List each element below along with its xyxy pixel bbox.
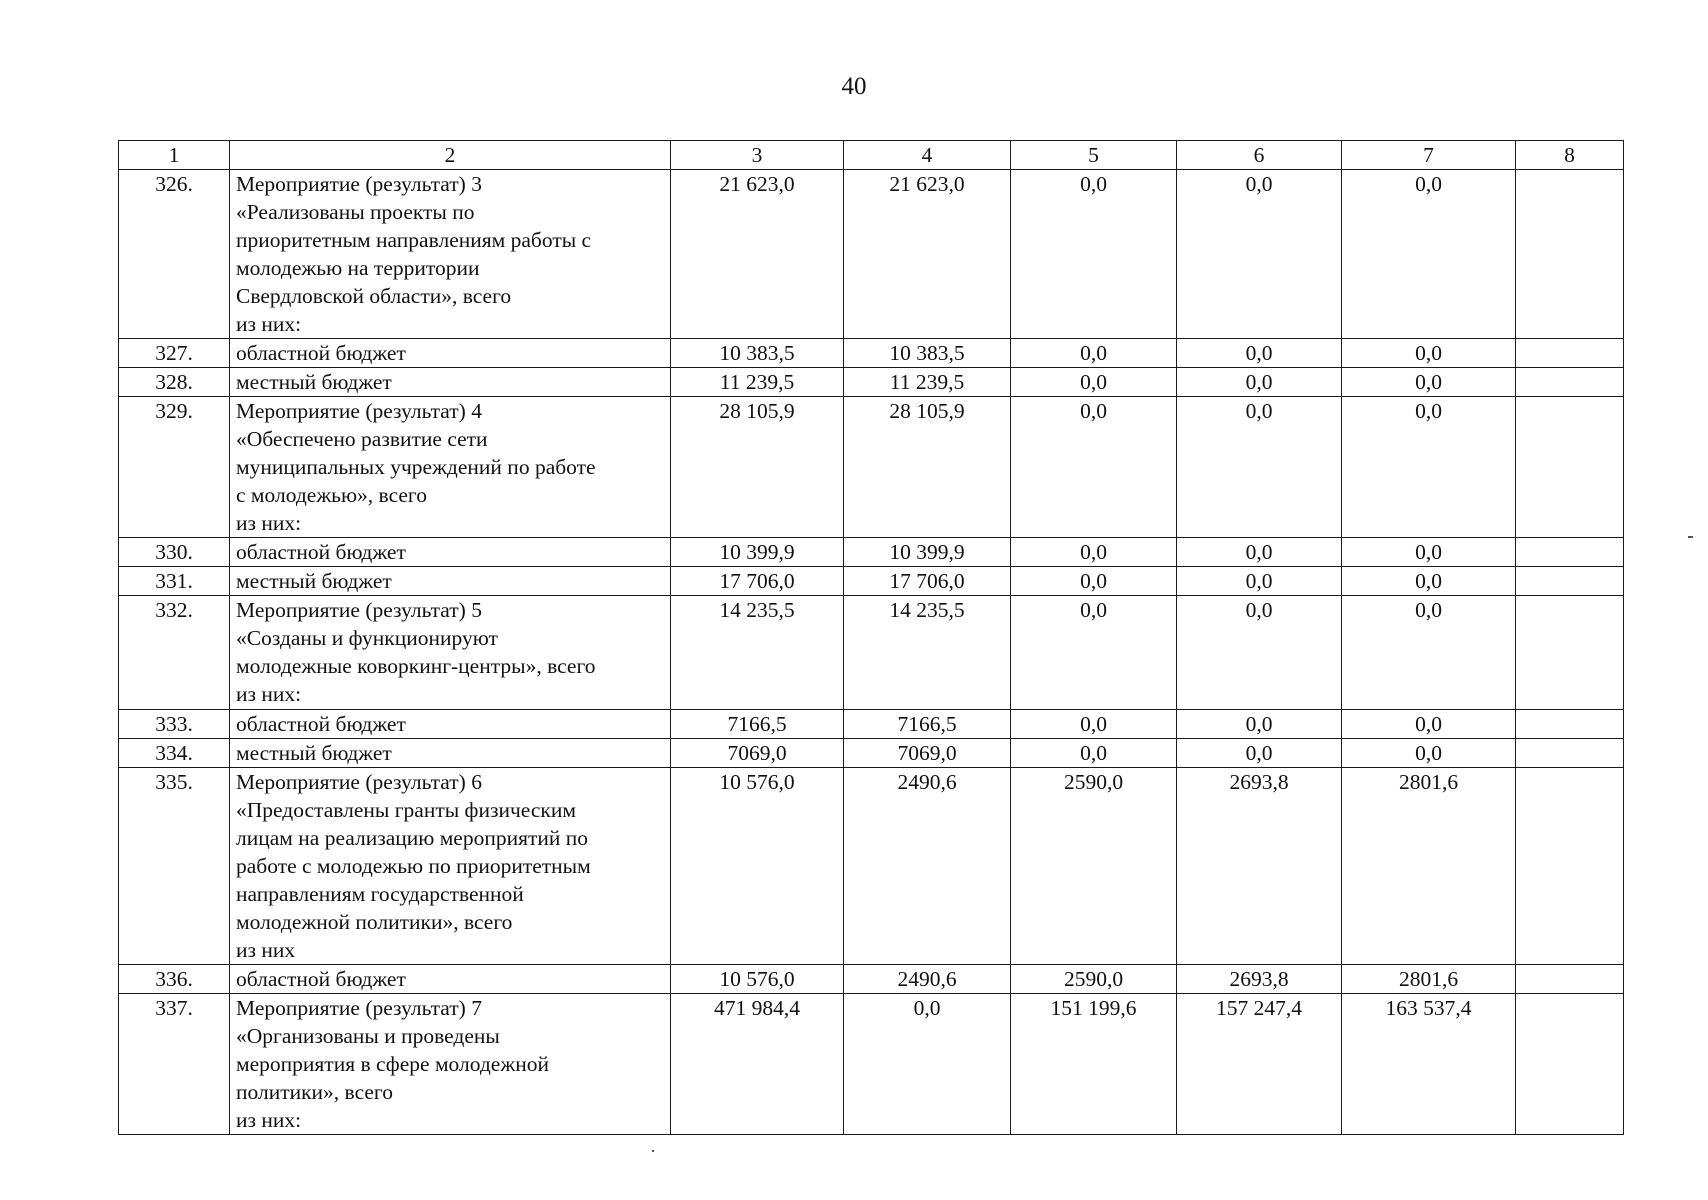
row-description [230,567,671,596]
value-col-8 [1516,768,1624,965]
value-col-6: 0,0 [1177,368,1342,397]
description-line: муниципальных учреждений по работе [236,455,596,479]
description-line: местный бюджет [236,370,392,394]
value-col-8 [1516,538,1624,567]
row-number: 329. [119,397,230,538]
value-col-6: 0,0 [1177,397,1342,538]
column-number-5: 5 [1011,141,1177,170]
table-row [119,994,1624,1135]
value-col-3: 11 239,5 [671,368,844,397]
description-line: областной бюджет [236,967,406,991]
row-number: 333. [119,710,230,739]
value-col-4: 21 623,0 [844,170,1011,339]
description-line: Мероприятие (результат) 3 [236,172,482,196]
value-col-6: 2693,8 [1177,768,1342,965]
column-number-4: 4 [844,141,1011,170]
value-col-8 [1516,994,1624,1135]
value-col-3: 10 383,5 [671,339,844,368]
value-col-6: 157 247,4 [1177,994,1342,1135]
column-number-row [119,141,1624,170]
description-line: молодежью на территории [236,256,480,280]
description-line: политики», всего [236,1080,393,1104]
value-col-3: 471 984,4 [671,994,844,1135]
table-body [119,141,1624,1135]
column-number-1: 1 [119,141,230,170]
description-line: из них [236,938,296,962]
description-line: Мероприятие (результат) 7 [236,996,482,1020]
value-col-4: 10 383,5 [844,339,1011,368]
value-col-4: 28 105,9 [844,397,1011,538]
row-number: 336. [119,965,230,994]
value-col-3: 17 706,0 [671,567,844,596]
column-number-7: 7 [1342,141,1516,170]
table-row [119,339,1624,368]
value-col-5: 0,0 [1011,170,1177,339]
value-col-3: 14 235,5 [671,596,844,710]
table-row [119,368,1624,397]
description-line: Мероприятие (результат) 4 [236,399,482,423]
value-col-7: 0,0 [1342,596,1516,710]
description-line: направлениям государственной [236,882,524,906]
row-number: 328. [119,368,230,397]
value-col-7: 2801,6 [1342,965,1516,994]
description-line: работе с молодежью по приоритетным [236,854,591,878]
row-description [230,170,671,339]
row-description [230,596,671,710]
value-col-8 [1516,596,1624,710]
table-row [119,397,1624,538]
value-col-3: 28 105,9 [671,397,844,538]
value-col-4: 7166,5 [844,710,1011,739]
description-line: местный бюджет [236,741,392,765]
value-col-7: 0,0 [1342,538,1516,567]
description-line: Свердловской области», всего [236,284,512,308]
description-line: областной бюджет [236,540,406,564]
table-row [119,965,1624,994]
value-col-6: 0,0 [1177,538,1342,567]
value-col-7: 0,0 [1342,739,1516,768]
value-col-7: 0,0 [1342,567,1516,596]
value-col-8 [1516,339,1624,368]
value-col-5: 0,0 [1011,596,1177,710]
description-line: Мероприятие (результат) 6 [236,770,482,794]
description-line: «Предоставлены гранты физическим [236,798,576,822]
value-col-4: 10 399,9 [844,538,1011,567]
value-col-6: 0,0 [1177,739,1342,768]
description-line: из них: [236,511,302,535]
row-description [230,368,671,397]
table-row [119,596,1624,710]
description-line: из них: [236,312,302,336]
row-description [230,710,671,739]
value-col-6: 0,0 [1177,170,1342,339]
value-col-4: 14 235,5 [844,596,1011,710]
value-col-8 [1516,170,1624,339]
description-line: из них: [236,682,302,706]
row-number: 332. [119,596,230,710]
value-col-5: 2590,0 [1011,965,1177,994]
value-col-5: 0,0 [1011,538,1177,567]
value-col-6: 0,0 [1177,596,1342,710]
table-row [119,170,1624,339]
row-description [230,397,671,538]
value-col-7: 0,0 [1342,170,1516,339]
value-col-7: 0,0 [1342,339,1516,368]
row-number: 327. [119,339,230,368]
value-col-7: 0,0 [1342,710,1516,739]
value-col-3: 7166,5 [671,710,844,739]
value-col-3: 10 576,0 [671,768,844,965]
page-number: 40 [841,73,867,100]
description-line: приоритетным направлениям работы с [236,228,592,252]
budget-table [118,140,1624,1135]
value-col-6: 2693,8 [1177,965,1342,994]
value-col-5: 0,0 [1011,710,1177,739]
row-description [230,538,671,567]
scan-mark [1688,536,1693,538]
description-line: местный бюджет [236,569,392,593]
row-number: 330. [119,538,230,567]
value-col-7: 0,0 [1342,368,1516,397]
description-line: лицам на реализацию мероприятий по [236,826,589,850]
value-col-5: 2590,0 [1011,768,1177,965]
column-number-3: 3 [671,141,844,170]
value-col-5: 151 199,6 [1011,994,1177,1135]
description-line: «Созданы и функционируют [236,626,498,650]
description-line: Мероприятие (результат) 5 [236,598,482,622]
table-row [119,538,1624,567]
row-description [230,965,671,994]
value-col-8 [1516,397,1624,538]
column-number-2: 2 [230,141,671,170]
description-line: из них: [236,1108,302,1132]
value-col-3: 21 623,0 [671,170,844,339]
value-col-4: 17 706,0 [844,567,1011,596]
table-row [119,567,1624,596]
row-number: 326. [119,170,230,339]
value-col-8 [1516,710,1624,739]
value-col-4: 0,0 [844,994,1011,1135]
value-col-8 [1516,368,1624,397]
description-line: областной бюджет [236,712,406,736]
description-line: «Реализованы проекты по [236,200,475,224]
value-col-8 [1516,965,1624,994]
value-col-3: 10 576,0 [671,965,844,994]
description-line: «Организованы и проведены [236,1024,500,1048]
value-col-5: 0,0 [1011,339,1177,368]
row-number: 331. [119,567,230,596]
row-description [230,994,671,1135]
description-line: с молодежью», всего [236,483,427,507]
value-col-5: 0,0 [1011,397,1177,538]
value-col-8 [1516,739,1624,768]
table-row [119,768,1624,965]
value-col-4: 2490,6 [844,768,1011,965]
table-row [119,739,1624,768]
value-col-4: 7069,0 [844,739,1011,768]
description-line: областной бюджет [236,341,406,365]
row-number: 337. [119,994,230,1135]
row-number: 334. [119,739,230,768]
value-col-5: 0,0 [1011,567,1177,596]
value-col-3: 7069,0 [671,739,844,768]
value-col-7: 163 537,4 [1342,994,1516,1135]
value-col-6: 0,0 [1177,567,1342,596]
value-col-6: 0,0 [1177,339,1342,368]
value-col-5: 0,0 [1011,739,1177,768]
row-number: 335. [119,768,230,965]
row-description [230,768,671,965]
value-col-5: 0,0 [1011,368,1177,397]
value-col-3: 10 399,9 [671,538,844,567]
column-number-8: 8 [1516,141,1624,170]
value-col-7: 0,0 [1342,397,1516,538]
table-row [119,710,1624,739]
value-col-8 [1516,567,1624,596]
column-number-6: 6 [1177,141,1342,170]
row-description [230,739,671,768]
description-line: мероприятия в сфере молодежной [236,1052,549,1076]
description-line: молодежные коворкинг-центры», всего [236,654,596,678]
row-description [230,339,671,368]
value-col-6: 0,0 [1177,710,1342,739]
scan-mark [652,1150,654,1152]
value-col-4: 2490,6 [844,965,1011,994]
value-col-7: 2801,6 [1342,768,1516,965]
value-col-4: 11 239,5 [844,368,1011,397]
description-line: молодежной политики», всего [236,910,513,934]
description-line: «Обеспечено развитие сети [236,427,488,451]
